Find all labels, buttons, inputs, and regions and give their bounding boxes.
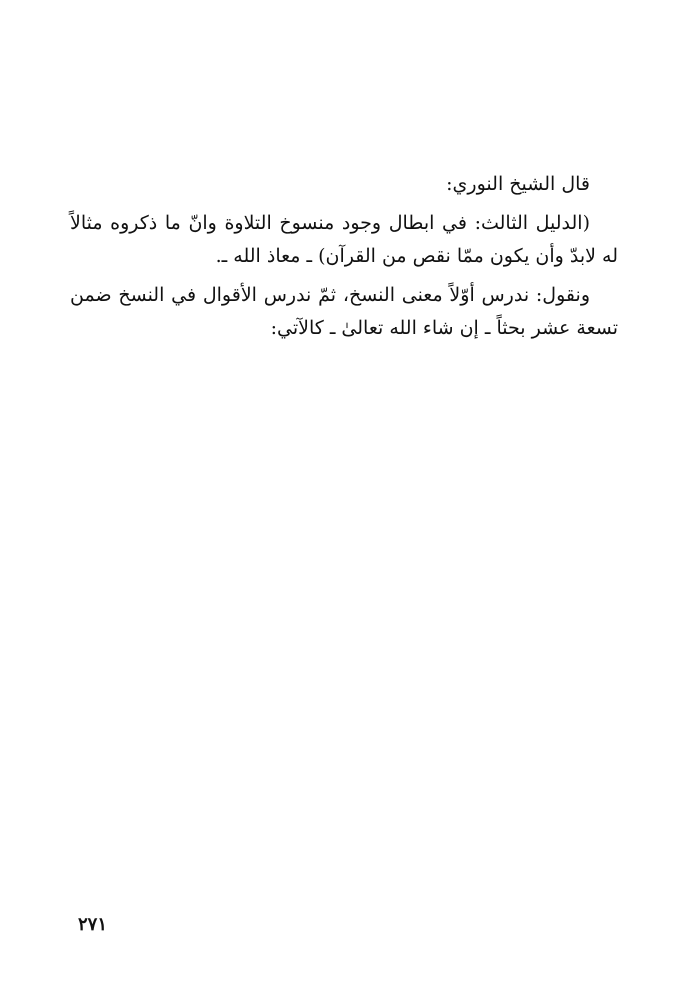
body-text	[70, 168, 618, 351]
paragraph-third-evidence: (الدليل الثالث: في ابطال وجود منسوخ التلاوة وانّ ما ذكروه مثالاً له لابدّ وأن يكون ممّا نقص من القرآن) ـ معاذ الله ـ.	[70, 212, 618, 267]
paragraph-discussion: ونقول: ندرس أوّلاً معنى النسخ، ثمّ ندرس الأقوال في النسخ ضمن تسعة عشر بحثاً ـ إن شاء الله تعالىٰ ـ كالآتي:	[70, 284, 618, 339]
page-number: ٢٧١	[78, 914, 108, 935]
paragraph-intro: قال الشيخ النوري:	[446, 173, 590, 195]
